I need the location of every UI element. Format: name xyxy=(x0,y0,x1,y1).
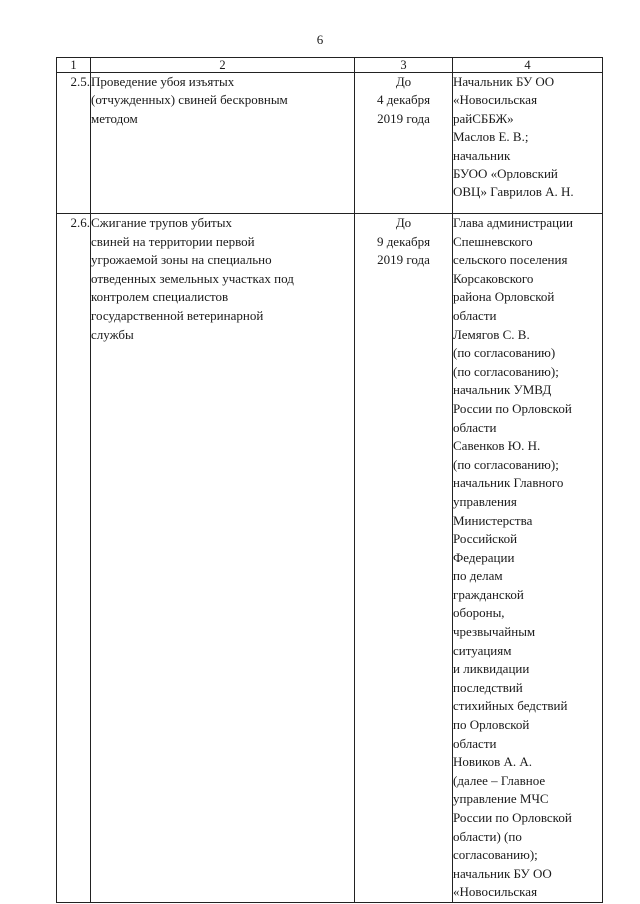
text-line: отведенных земельных участках под xyxy=(91,270,294,286)
text-line: последствий xyxy=(453,679,523,695)
text-line: (по согласованию); xyxy=(453,363,559,379)
column-header-3: 3 xyxy=(355,58,453,73)
text-line: управление МЧС xyxy=(453,791,549,807)
text-line: начальник БУ ОО xyxy=(453,865,552,881)
text-line: Маслов Е. В.; xyxy=(453,129,529,145)
text-line: 2019 года xyxy=(377,110,430,126)
measure-deadline xyxy=(355,214,453,903)
text-line: области) (по xyxy=(453,828,522,844)
text-line: чрезвычайным xyxy=(453,624,536,640)
text-line: Проведение убоя изъятых xyxy=(91,74,235,89)
text-line: (далее – Главное xyxy=(453,772,546,788)
text-line: Начальник БУ ОО xyxy=(453,74,555,89)
text-line: государственной ветеринарной xyxy=(91,307,264,323)
text-line: Российской xyxy=(453,531,518,547)
text-line: области xyxy=(453,307,497,323)
text-line: «Новосильская xyxy=(453,884,538,900)
table-header-row xyxy=(57,58,603,73)
text-line: Сжигание трупов убитых xyxy=(91,215,232,230)
text-line: Савенков Ю. Н. xyxy=(453,438,541,454)
text-line: Лемягов С. В. xyxy=(453,326,530,342)
text-line: и ликвидации xyxy=(453,661,530,677)
text-line: (отчужденных) свиней бескровным xyxy=(91,92,288,108)
measure-description xyxy=(91,73,355,214)
text-line: ситуациям xyxy=(453,642,512,658)
text-line: 4 декабря xyxy=(376,92,431,108)
text-line: 9 декабря xyxy=(376,233,431,249)
text-line: начальник УМВД xyxy=(453,382,552,398)
text-line: области xyxy=(453,419,497,435)
text-line: Министерства xyxy=(453,512,533,528)
text-line: свиней на территории первой xyxy=(91,233,255,249)
table-row xyxy=(57,73,603,214)
text-line: методом xyxy=(91,110,138,126)
text-line: 2019 года xyxy=(377,252,430,268)
text-line: России по Орловской xyxy=(453,400,572,416)
text-line: Спешневского xyxy=(453,233,533,249)
text-line: «Новосильская xyxy=(453,92,538,108)
text-line: угрожаемой зоны на специально xyxy=(91,252,272,268)
text-line: службы xyxy=(91,326,134,342)
text-line: управления xyxy=(453,493,517,509)
responsible-persons xyxy=(453,214,603,903)
text-line: райСББЖ» xyxy=(453,110,514,126)
text-line: согласованию); xyxy=(453,847,538,863)
text-line: по Орловской xyxy=(453,717,530,733)
text-line: гражданской xyxy=(453,586,524,602)
measure-deadline xyxy=(355,73,453,214)
column-header-4: 4 xyxy=(453,58,603,73)
text-line: обороны, xyxy=(453,605,505,621)
measure-description xyxy=(91,214,355,903)
text-line: начальник Главного xyxy=(453,475,564,491)
text-line: по делам xyxy=(453,568,503,584)
text-line: (по согласованию); xyxy=(453,456,559,472)
text-line: контролем специалистов xyxy=(91,289,229,305)
text-line: До xyxy=(395,74,412,89)
text-line: Корсаковского xyxy=(453,270,534,286)
text-line: России по Орловской xyxy=(453,810,572,825)
text-line: района Орловской xyxy=(453,289,555,305)
measures-table xyxy=(56,57,603,903)
text-line: БУОО «Орловский xyxy=(453,166,558,182)
text-line: ОВЦ» Гаврилов А. Н. xyxy=(453,184,574,200)
page-number: 6 xyxy=(316,32,324,47)
text-line: Федерации xyxy=(453,549,515,565)
text-line: До xyxy=(395,215,412,230)
row-number: 2.5. xyxy=(57,73,91,214)
column-header-1: 1 xyxy=(57,58,91,73)
responsible-persons xyxy=(453,73,603,214)
text-line: области xyxy=(453,735,497,751)
text-line: стихийных бедствий xyxy=(453,698,568,714)
text-line: Новиков А. А. xyxy=(453,754,533,770)
row-number: 2.6. xyxy=(57,214,91,903)
column-header-2: 2 xyxy=(91,58,355,73)
text-line: сельского поселения xyxy=(453,252,568,268)
text-line: начальник xyxy=(453,147,511,163)
text-line: Глава администрации xyxy=(453,215,574,230)
text-line: (по согласованию) xyxy=(453,345,556,361)
table-row xyxy=(57,214,603,903)
